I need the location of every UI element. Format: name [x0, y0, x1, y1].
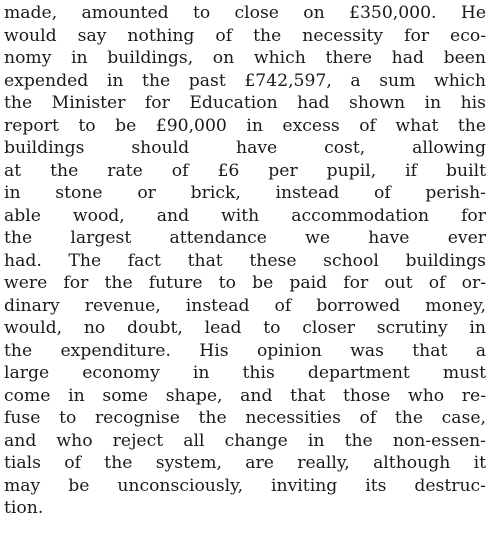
text-line: come in some shape, and that those who re-: [4, 385, 486, 406]
article-text-column: [4, 2, 486, 542]
text-line: were for the future to be paid for out of or-: [4, 273, 486, 293]
text-line: the expenditure. His opinion was that a: [4, 340, 486, 361]
text-line: large economy in this department must: [4, 363, 486, 383]
text-line: fuse to recognise the necessities of the case,: [4, 408, 486, 428]
text-line: may be unconsciously, inviting its destruc-: [4, 475, 486, 496]
text-line: dinary revenue, instead of borrowed money,: [4, 295, 486, 316]
text-line: the largest attendance we have ever: [4, 228, 486, 248]
text-line: expended in the past £742,597, a sum which: [4, 70, 486, 91]
text-line: at the rate of £6 per pupil, if built: [4, 160, 486, 181]
text-line: and who reject all change in the non-essen-: [4, 430, 486, 451]
text-line: tials of the system, are really, although it: [4, 453, 486, 473]
text-line: made, amounted to close on £350,000. He: [4, 3, 486, 23]
text-line: in stone or brick, instead of perish-: [4, 183, 486, 203]
text-line: the Minister for Education had shown in his: [4, 93, 486, 113]
text-line: would say nothing of the necessity for eco-: [4, 25, 486, 46]
text-line: buildings should have cost, allowing: [4, 138, 486, 158]
text-line: nomy in buildings, on which there had been: [4, 48, 486, 68]
text-line: report to be £90,000 in excess of what the: [4, 115, 486, 136]
text-line: able wood, and with accommodation for: [4, 205, 486, 226]
text-line: had. The fact that these school buildings: [4, 250, 486, 271]
text-line: would, no doubt, lead to closer scrutiny in: [4, 318, 486, 338]
text-line-last: tion.: [4, 498, 44, 518]
